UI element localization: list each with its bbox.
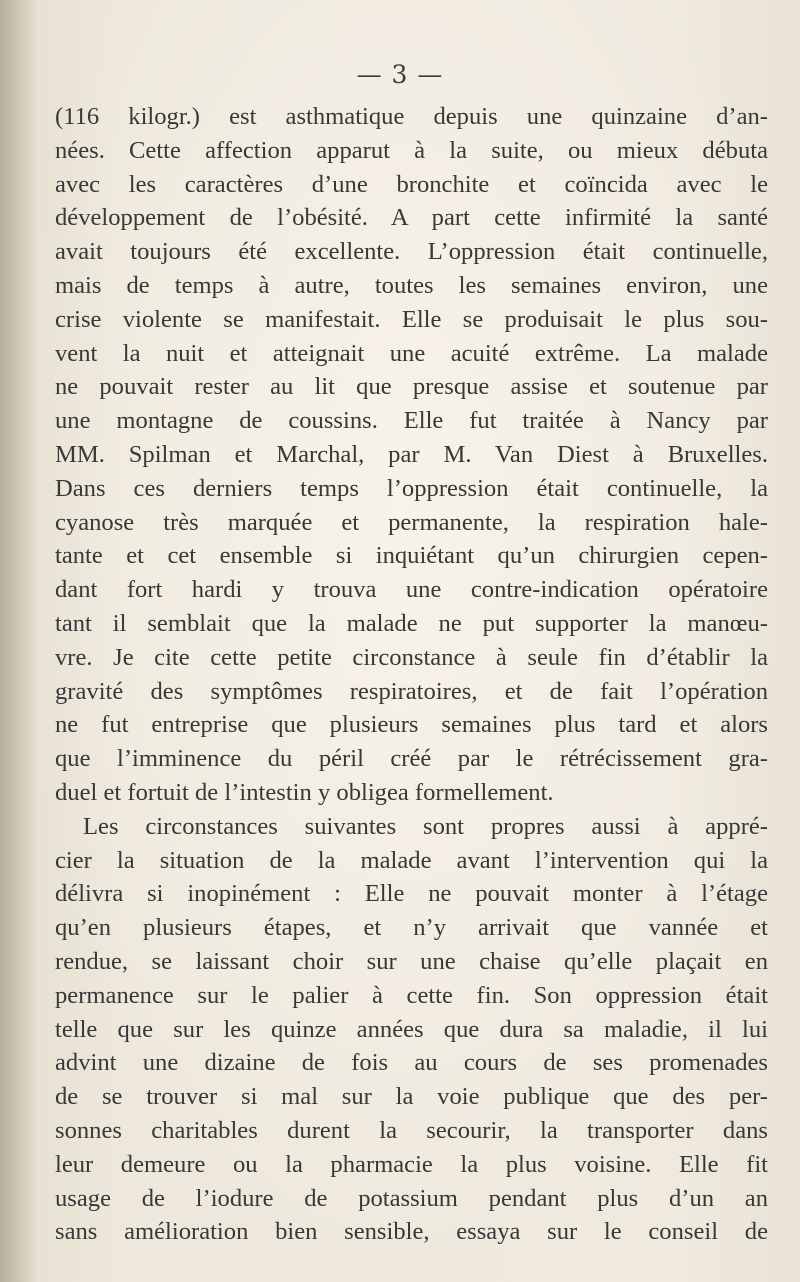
text-line: mais de temps à autre, toutes les semaines environ, une	[55, 271, 768, 299]
text-line: Dans ces derniers temps l’oppression était continuelle, la	[55, 474, 768, 502]
text-line: qu’en plusieurs étapes, et n’y arrivait que vannée et	[55, 914, 768, 942]
text-line: MM. Spilman et Marchal, par M. Van Diest à Bruxelles.	[55, 440, 768, 468]
text-line: avait toujours été excellente. L’oppression était continuelle,	[55, 238, 768, 266]
text-line: leur demeure ou la pharmacie la plus voisine. Elle fit	[55, 1150, 768, 1178]
text-line: tante et cet ensemble si inquiétant qu’un chirurgien cepen-	[55, 542, 768, 570]
text-line: (116 kilogr.) est asthmatique depuis une quinzaine d’an-	[55, 103, 768, 130]
text-line: crise violente se manifestait. Elle se produisait le plus sou-	[55, 305, 768, 333]
text-line: sonnes charitables durent la secourir, la transporter dans	[55, 1116, 768, 1144]
text-line: tant il semblait que la malade ne put supporter la manœu-	[55, 609, 768, 637]
text-line: usage de l’iodure de potassium pendant plus d’un an	[55, 1184, 768, 1212]
text-line: développement de l’obésité. A part cette infirmité la santé	[55, 204, 768, 232]
text-line: advint une dizaine de fois au cours de ses promenades	[55, 1049, 768, 1077]
text-line: cier la situation de la malade avant l’intervention qui la	[55, 846, 768, 874]
text-line: permanence sur le palier à cette fin. Son oppression était	[55, 981, 768, 1009]
text-line: gravité des symptômes respiratoires, et de fait l’opération	[55, 677, 768, 705]
text-line: une montagne de coussins. Elle fut traitée à Nancy par	[55, 407, 768, 435]
text-line: dant fort hardi y trouva une contre-indication opératoire	[55, 576, 768, 604]
text-line: avec les caractères d’une bronchite et coïncida avec le	[55, 170, 768, 198]
text-line: Les circonstances suivantes sont propres aussi à appré-	[83, 812, 768, 840]
text-line: rendue, se laissant choir sur une chaise qu’elle plaçait en	[55, 947, 768, 975]
page-number: — 3 —	[356, 60, 444, 89]
binding-shadow	[0, 0, 38, 1282]
text-line: cyanose très marquée et permanente, la respiration hale-	[55, 508, 768, 536]
text-line: nées. Cette affection apparut à la suite, ou mieux débuta	[55, 136, 768, 164]
text-line: vre. Je cite cette petite circonstance à seule fin d’établir la	[55, 643, 768, 671]
text-line: vent la nuit et atteignait une acuité extrême. La malade	[55, 339, 768, 367]
text-line: sans amélioration bien sensible, essaya sur le conseil de	[55, 1218, 768, 1246]
text-line: que l’imminence du péril créé par le rétrécissement gra-	[55, 745, 768, 773]
body-text	[55, 100, 768, 1249]
text-line: telle que sur les quinze années que dura sa maladie, il lui	[55, 1015, 768, 1043]
text-line: duel et fortuit de l’intestin y obligea formellement.	[55, 778, 554, 806]
text-line: délivra si inopinément : Elle ne pouvait monter à l’étage	[55, 880, 768, 908]
text-line: ne fut entreprise que plusieurs semaines plus tard et alors	[55, 711, 768, 739]
text-line: de se trouver si mal sur la voie publique que des per-	[55, 1083, 768, 1111]
text-line: ne pouvait rester au lit que presque assise et soutenue par	[55, 373, 768, 401]
